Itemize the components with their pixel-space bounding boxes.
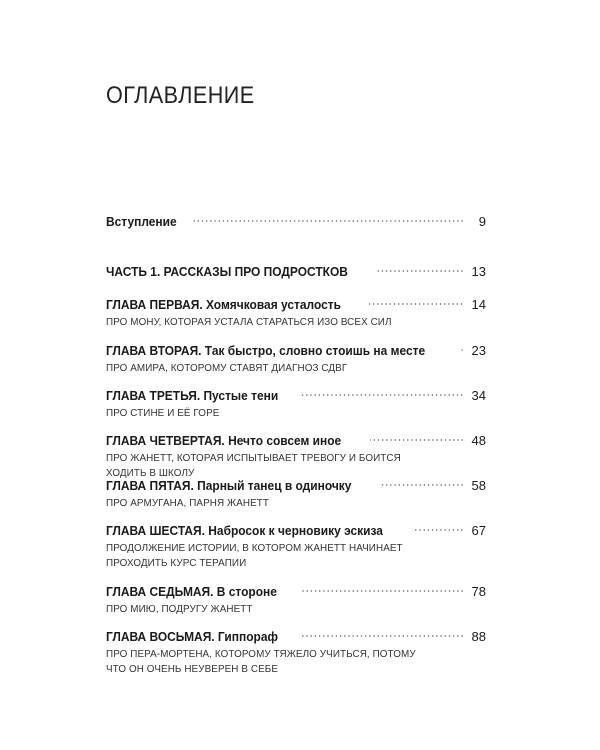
toc-entry-chapter-6 xyxy=(106,522,486,571)
toc-entry-heading: ЧАСТЬ 1. РАССКАЗЫ ПРО ПОДРОСТКОВ xyxy=(106,264,348,279)
toc-entry-chapter-2 xyxy=(106,342,486,376)
toc-entry-heading: ГЛАВА СЕДЬМАЯ. В стороне xyxy=(106,584,277,599)
toc-entry-heading: ГЛАВА ЧЕТВЕРТАЯ. Нечто совсем иное xyxy=(106,433,342,448)
toc-entry-chapter-8 xyxy=(106,628,486,677)
dot-leader xyxy=(370,438,464,442)
toc-entry-line xyxy=(106,628,486,646)
page-title: ОГЛАВЛЕНИЕ xyxy=(106,82,255,109)
toc-entry-line xyxy=(106,583,486,601)
toc-entry-chapter-4 xyxy=(106,432,486,481)
toc-entry-line xyxy=(106,213,486,231)
toc-entry-subtitle: ПРО ПЕРА-МОРТЕНА, КОТОРОМУ ТЯЖЕЛО УЧИТЬСЯ, ПОТОМУ ЧТО ОН ОЧЕНЬ НЕУВЕРЕН В СЕБЕ xyxy=(106,648,416,675)
toc-entry-line xyxy=(106,432,486,450)
toc-entry-heading: ГЛАВА ПЯТАЯ. Парный танец в одиночку xyxy=(106,478,352,493)
toc-entry-page-number: 78 xyxy=(471,584,486,599)
toc-entry-heading: ГЛАВА ВОСЬМАЯ. Гиппораф xyxy=(106,629,278,644)
toc-entry-line xyxy=(106,387,486,405)
dot-leader xyxy=(415,528,464,532)
toc-entry-heading: ГЛАВА ВТОРАЯ. Так быстро, словно стоишь на месте xyxy=(106,343,426,358)
toc-entry-subtitle: ПРО АМИРА, КОТОРОМУ СТАВЯТ ДИАГНОЗ СДВГ xyxy=(106,362,348,374)
toc-entry-heading: ГЛАВА ПЕРВАЯ. Хомячковая усталость xyxy=(106,297,341,312)
toc-entry-page-number: 48 xyxy=(471,433,486,448)
toc-entry-subtitle: ПРО АРМУГАНА, ПАРНЯ ЖАНЕТТ xyxy=(106,497,270,509)
toc-entry-page-number: 67 xyxy=(471,523,486,538)
toc-entry-subtitle: ПРО ЖАНЕТТ, КОТОРАЯ ИСПЫТЫВАЕТ ТРЕВОГУ И БОИТСЯ ХОДИТЬ В ШКОЛУ xyxy=(106,452,401,479)
toc-entry-heading: ГЛАВА ШЕСТАЯ. Набросок к черновику эскиза xyxy=(106,523,383,538)
toc-entry-line xyxy=(106,263,486,281)
toc-entry-chapter-3 xyxy=(106,387,486,421)
toc-entry-page-number: 58 xyxy=(471,478,486,493)
toc-entry-line xyxy=(106,342,486,360)
toc-entry-heading: ГЛАВА ТРЕТЬЯ. Пустые тени xyxy=(106,388,279,403)
dot-leader xyxy=(300,589,464,593)
toc-entry-line xyxy=(106,296,486,314)
toc-entry-line xyxy=(106,522,486,540)
toc-entry-page-number: 13 xyxy=(471,264,486,279)
toc-entry-heading: Вступление xyxy=(106,214,177,229)
dot-leader xyxy=(191,219,464,223)
toc-entry-page-number: 88 xyxy=(471,629,486,644)
dot-leader xyxy=(301,393,464,397)
dot-leader xyxy=(377,269,464,273)
dot-leader xyxy=(369,302,464,306)
toc-entry-page-number: 9 xyxy=(478,214,486,229)
toc-entry-chapter-7 xyxy=(106,583,486,617)
dot-leader xyxy=(461,348,464,352)
toc-entry-subtitle: ПРО МОНУ, КОТОРАЯ УСТАЛА СТАРАТЬСЯ ИЗО ВСЕХ СИЛ xyxy=(106,316,392,328)
toc-entry-page-number: 23 xyxy=(471,343,486,358)
toc-entry-subtitle: ПРО МИЮ, ПОДРУГУ ЖАНЕТТ xyxy=(106,603,253,615)
toc-entry-line xyxy=(106,477,486,495)
toc-entry-subtitle: ПРОДОЛЖЕНИЕ ИСТОРИИ, В КОТОРОМ ЖАНЕТТ НАЧИНАЕТ ПРОХОДИТЬ КУРС ТЕРАПИИ xyxy=(106,542,403,569)
toc-entry-chapter-5 xyxy=(106,477,486,511)
dot-leader xyxy=(301,634,464,638)
toc-entry-introduction xyxy=(106,213,486,231)
toc-entry-part-1 xyxy=(106,263,486,281)
toc-entry-page-number: 34 xyxy=(471,388,486,403)
toc-entry-subtitle: ПРО СТИНЕ И ЕЁ ГОРЕ xyxy=(106,407,220,419)
toc-entry-page-number: 14 xyxy=(471,297,486,312)
toc-entry-chapter-1 xyxy=(106,296,486,330)
dot-leader xyxy=(381,483,464,487)
